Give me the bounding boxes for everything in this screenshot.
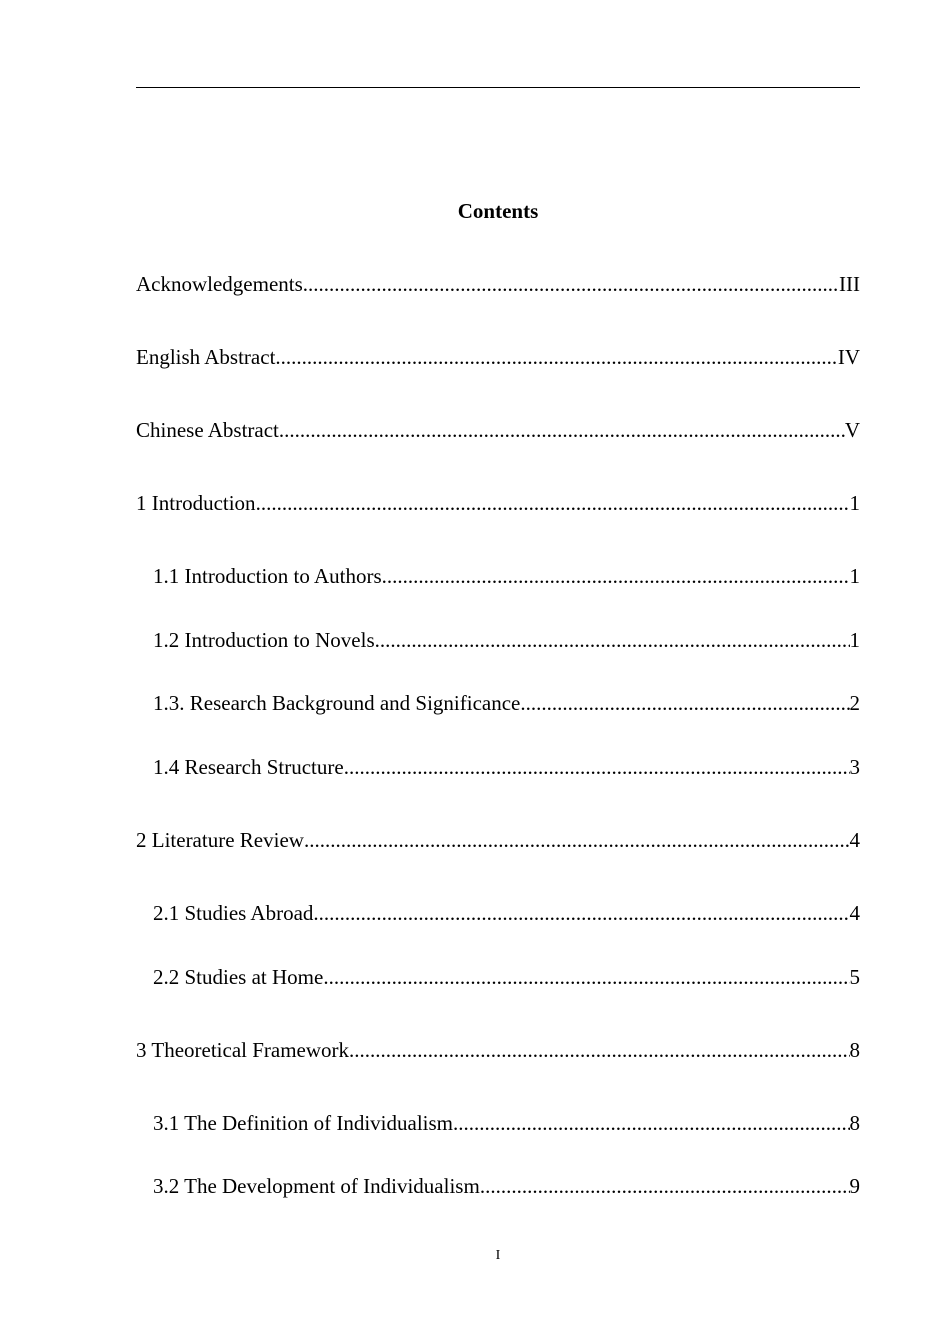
dot-leader <box>344 754 850 780</box>
dot-leader <box>256 490 850 516</box>
toc-entry-page: 3 <box>849 755 860 779</box>
toc-entry-acknowledgements[interactable] <box>136 271 860 297</box>
toc-entry-label: 1.2 Introduction to Novels <box>153 628 375 652</box>
toc-entry-introduction-to-novels[interactable] <box>153 627 860 653</box>
toc-entry-page: 4 <box>849 901 860 925</box>
toc-entry-literature-review[interactable] <box>136 827 860 853</box>
dot-leader <box>520 690 849 716</box>
toc-entry-studies-abroad[interactable] <box>153 900 860 926</box>
toc-entry-page: 1 <box>849 491 860 515</box>
dot-leader <box>382 563 850 589</box>
dot-leader <box>313 900 849 926</box>
dot-leader <box>453 1110 850 1136</box>
toc-entry-introduction-to-authors[interactable] <box>153 563 860 589</box>
page-title: Contents <box>457 199 539 223</box>
toc-entry-page: 1 <box>849 628 860 652</box>
dot-leader <box>275 344 837 370</box>
dot-leader <box>349 1037 849 1063</box>
toc-entry-theoretical-framework[interactable] <box>136 1037 860 1063</box>
toc-entry-page: III <box>839 272 860 296</box>
toc-entry-research-background[interactable] <box>153 690 860 716</box>
toc-entry-research-structure[interactable] <box>153 754 860 780</box>
toc-entry-page: V <box>844 418 860 442</box>
toc-entry-label: 1.4 Research Structure <box>153 755 344 779</box>
toc-entry-label: 2.1 Studies Abroad <box>153 901 314 925</box>
toc-entry-label: 3 Theoretical Framework <box>136 1038 350 1062</box>
page-number: I <box>495 1248 501 1263</box>
toc-entry-page: 4 <box>849 828 860 852</box>
toc-entry-label: Chinese Abstract <box>136 418 279 442</box>
toc-entry-english-abstract[interactable] <box>136 344 860 370</box>
toc-entry-chinese-abstract[interactable] <box>136 417 860 443</box>
toc-entry-label: 1.3. Research Background and Significance <box>153 691 521 715</box>
header-rule <box>136 87 860 88</box>
toc-entry-page: 1 <box>849 564 860 588</box>
toc-entry-page: 5 <box>849 965 860 989</box>
dot-leader <box>303 271 839 297</box>
toc-entry-page: IV <box>837 345 860 369</box>
toc-entry-label: English Abstract <box>136 345 276 369</box>
toc-entry-label: 3.2 The Development of Individualism <box>153 1174 480 1198</box>
toc-entry-introduction[interactable] <box>136 490 860 516</box>
toc-entry-label: 1.1 Introduction to Authors <box>153 564 382 588</box>
toc-entry-label: 2 Literature Review <box>136 828 304 852</box>
toc-entry-page: 8 <box>849 1111 860 1135</box>
toc-entry-studies-at-home[interactable] <box>153 964 860 990</box>
dot-leader <box>323 964 849 990</box>
toc-entry-development-of-individualism[interactable] <box>153 1173 860 1199</box>
toc-entry-label: 1 Introduction <box>136 491 256 515</box>
dot-leader <box>375 627 850 653</box>
toc-entry-label: 3.1 The Definition of Individualism <box>153 1111 453 1135</box>
toc-entry-page: 8 <box>849 1038 860 1062</box>
toc-entry-page: 9 <box>849 1174 860 1198</box>
dot-leader <box>480 1173 850 1199</box>
toc-entry-page: 2 <box>849 691 860 715</box>
toc-entry-label: 2.2 Studies at Home <box>153 965 324 989</box>
dot-leader <box>304 827 850 853</box>
toc-entry-label: Acknowledgements <box>136 272 303 296</box>
toc-entry-definition-of-individualism[interactable] <box>153 1110 860 1136</box>
dot-leader <box>279 417 845 443</box>
